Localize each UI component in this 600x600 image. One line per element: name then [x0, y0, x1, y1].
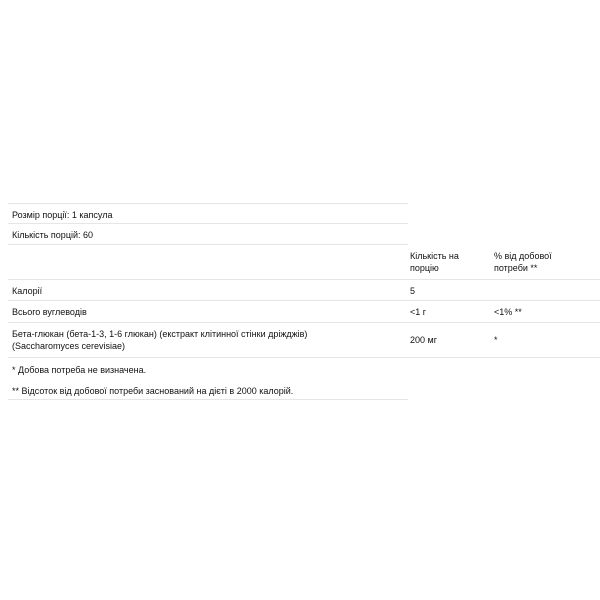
daily-value-header — [494, 250, 552, 274]
amount-header-line1: Кількість на — [410, 251, 459, 261]
footnote-text: * Добова потреба не визначена. — [12, 365, 147, 375]
table-row — [8, 280, 600, 301]
nutrient-amount: 5 — [410, 286, 416, 296]
dv-header-line1: % від добової — [494, 251, 552, 261]
nutrient-name: Калорії — [12, 286, 43, 296]
servings-per-container-row — [8, 224, 408, 245]
nutrient-name: Всього вуглеводів — [12, 307, 87, 317]
footnote-row — [8, 358, 408, 379]
nutrient-daily-value: <1% ** — [494, 307, 522, 317]
nutrient-amount: 200 мг — [410, 335, 437, 345]
nutrient-name-line2: (Saccharomyces cerevisiae) — [12, 341, 126, 351]
nutrient-name-line1: Бета-глюкан (бета-1-3, 1-6 глюкан) (екстракт клітинної стінки дріжджів) — [12, 329, 308, 339]
nutrient-daily-value: * — [494, 335, 498, 345]
footnote-row — [8, 379, 408, 400]
supplement-facts-panel — [8, 203, 552, 400]
dv-header-line2: потреби ** — [494, 263, 538, 273]
table-row — [8, 323, 600, 358]
footnote-text: ** Відсоток від добової потреби заснований на дієті в 2000 калорій. — [12, 386, 294, 396]
table-header-row — [8, 245, 600, 280]
amount-per-serving-header — [410, 250, 459, 274]
nutrient-name — [12, 328, 307, 352]
serving-size-row — [8, 203, 408, 224]
table-row — [8, 301, 600, 323]
serving-size-text: Розмір порції: 1 капсула — [12, 210, 113, 220]
nutrient-amount: <1 г — [410, 307, 427, 317]
amount-header-line2: порцію — [410, 263, 439, 273]
servings-per-container-text: Кількість порцій: 60 — [12, 230, 94, 240]
